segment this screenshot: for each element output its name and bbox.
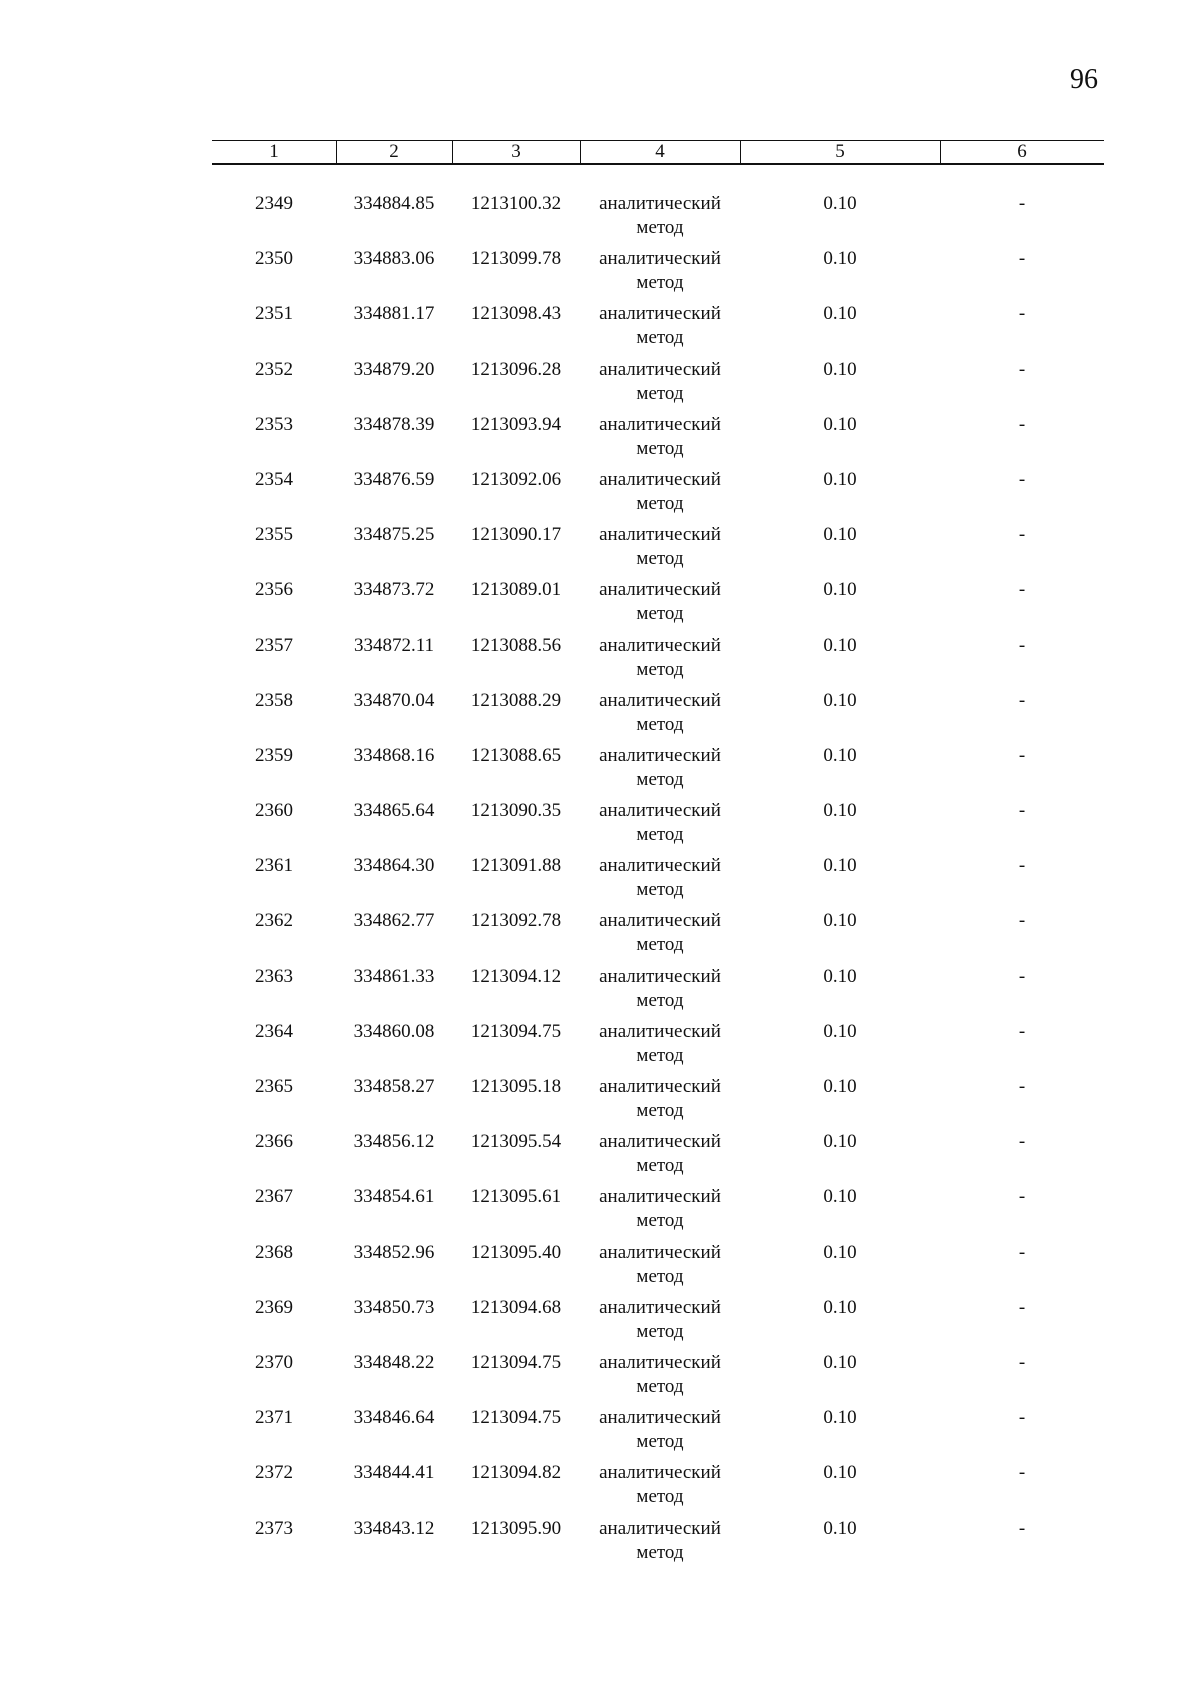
table-row bbox=[212, 413, 1104, 468]
point-number-cell: 2373 bbox=[255, 1517, 293, 1539]
method-line-2: метод bbox=[636, 1155, 684, 1177]
table-row bbox=[212, 578, 1104, 633]
x-coordinate-cell: 334850.73 bbox=[353, 1296, 435, 1318]
point-number-cell: 2372 bbox=[255, 1462, 293, 1484]
method-cell bbox=[580, 1075, 740, 1123]
method-line-2: метод bbox=[636, 603, 684, 625]
note-cell: - bbox=[1018, 413, 1026, 435]
point-number-cell: 2353 bbox=[255, 413, 293, 435]
method-line-2: метод bbox=[636, 879, 684, 901]
accuracy-cell: 0.10 bbox=[823, 910, 857, 932]
method-line-1: аналитический bbox=[599, 744, 721, 766]
accuracy-cell: 0.10 bbox=[823, 1351, 857, 1373]
method-line-1: аналитический bbox=[599, 1351, 721, 1373]
accuracy-cell: 0.10 bbox=[823, 800, 857, 822]
method-line-1: аналитический bbox=[599, 579, 721, 601]
table-row bbox=[212, 1075, 1104, 1130]
table-row bbox=[212, 689, 1104, 744]
table-row bbox=[212, 1241, 1104, 1296]
column-header-1: 1 bbox=[269, 141, 279, 162]
method-line-2: метод bbox=[636, 382, 684, 404]
method-line-2: метод bbox=[636, 1320, 684, 1342]
point-number-cell: 2356 bbox=[255, 579, 293, 601]
y-coordinate-cell: 1213096.28 bbox=[470, 358, 562, 380]
note-cell: - bbox=[1018, 1076, 1026, 1097]
x-coordinate-cell: 334846.64 bbox=[353, 1407, 435, 1429]
method-line-1: аналитический bbox=[599, 248, 721, 270]
y-coordinate-cell: 1213095.40 bbox=[470, 1241, 562, 1263]
y-coordinate-cell: 1213094.75 bbox=[470, 1351, 562, 1373]
note-cell: - bbox=[1018, 1351, 1026, 1373]
method-line-1: аналитический bbox=[599, 1462, 721, 1484]
accuracy-cell: 0.10 bbox=[823, 358, 857, 380]
method-line-2: метод bbox=[636, 1044, 684, 1066]
table-row bbox=[212, 965, 1104, 1020]
accuracy-cell: 0.10 bbox=[823, 689, 857, 711]
column-header-4: 4 bbox=[655, 141, 665, 162]
method-cell bbox=[580, 965, 740, 1013]
method-line-2: метод bbox=[636, 713, 684, 735]
table-row bbox=[212, 1461, 1104, 1516]
table-row bbox=[212, 1517, 1104, 1572]
method-line-1: аналитический bbox=[599, 1407, 721, 1429]
x-coordinate-cell: 334875.25 bbox=[353, 524, 435, 546]
method-line-2: метод bbox=[636, 1100, 684, 1121]
y-coordinate-cell: 1213093.94 bbox=[470, 413, 562, 435]
point-number-cell: 2351 bbox=[255, 303, 293, 325]
accuracy-cell: 0.10 bbox=[823, 1076, 857, 1097]
method-line-2: метод bbox=[636, 989, 684, 1011]
method-line-1: аналитический bbox=[599, 1131, 721, 1153]
method-cell bbox=[580, 799, 740, 847]
accuracy-cell: 0.10 bbox=[823, 1241, 857, 1263]
point-number-cell: 2368 bbox=[255, 1241, 293, 1263]
method-cell bbox=[580, 192, 740, 240]
accuracy-cell: 0.10 bbox=[823, 303, 857, 325]
method-line-1: аналитический bbox=[599, 800, 721, 822]
note-cell: - bbox=[1018, 855, 1026, 877]
table-row bbox=[212, 523, 1104, 578]
point-number-cell: 2366 bbox=[255, 1131, 293, 1153]
y-coordinate-cell: 1213095.90 bbox=[470, 1517, 562, 1539]
table-row bbox=[212, 302, 1104, 357]
note-cell: - bbox=[1018, 248, 1026, 270]
accuracy-cell: 0.10 bbox=[823, 1407, 857, 1429]
y-coordinate-cell: 1213099.78 bbox=[470, 248, 562, 270]
point-number-cell: 2355 bbox=[255, 524, 293, 546]
table-row bbox=[212, 468, 1104, 523]
x-coordinate-cell: 334861.33 bbox=[353, 965, 435, 987]
method-line-1: аналитический bbox=[599, 1241, 721, 1263]
note-cell: - bbox=[1018, 358, 1026, 380]
method-cell bbox=[580, 1296, 740, 1344]
method-cell bbox=[580, 1406, 740, 1454]
y-coordinate-cell: 1213092.78 bbox=[470, 910, 562, 932]
accuracy-cell: 0.10 bbox=[823, 1131, 857, 1153]
method-cell bbox=[580, 468, 740, 516]
note-cell: - bbox=[1018, 744, 1026, 766]
note-cell: - bbox=[1018, 1020, 1026, 1042]
method-line-2: метод bbox=[636, 548, 684, 570]
x-coordinate-cell: 334873.72 bbox=[353, 579, 435, 601]
point-number-cell: 2361 bbox=[255, 855, 293, 877]
accuracy-cell: 0.10 bbox=[823, 579, 857, 601]
accuracy-cell: 0.10 bbox=[823, 634, 857, 656]
point-number-cell: 2357 bbox=[255, 634, 293, 656]
table-row bbox=[212, 1020, 1104, 1075]
x-coordinate-cell: 334862.77 bbox=[353, 910, 435, 932]
method-line-2: метод bbox=[636, 272, 684, 294]
y-coordinate-cell: 1213090.35 bbox=[470, 800, 562, 822]
table-row bbox=[212, 744, 1104, 799]
note-cell: - bbox=[1018, 1296, 1026, 1318]
method-line-2: метод bbox=[636, 1431, 684, 1453]
note-cell: - bbox=[1018, 689, 1026, 711]
accuracy-cell: 0.10 bbox=[823, 468, 857, 490]
table-row bbox=[212, 634, 1104, 689]
table-row bbox=[212, 192, 1104, 247]
method-cell bbox=[580, 634, 740, 682]
method-cell bbox=[580, 302, 740, 350]
x-coordinate-cell: 334876.59 bbox=[353, 468, 435, 490]
point-number-cell: 2369 bbox=[255, 1296, 293, 1318]
method-cell bbox=[580, 413, 740, 461]
method-line-2: метод bbox=[636, 1375, 684, 1397]
accuracy-cell: 0.10 bbox=[823, 1517, 857, 1539]
column-header-3: 3 bbox=[511, 141, 521, 162]
point-number-cell: 2365 bbox=[255, 1076, 293, 1097]
table-row bbox=[212, 1185, 1104, 1240]
x-coordinate-cell: 334883.06 bbox=[353, 248, 435, 270]
table-row bbox=[212, 1130, 1104, 1185]
accuracy-cell: 0.10 bbox=[823, 413, 857, 435]
note-cell: - bbox=[1018, 468, 1026, 490]
method-cell bbox=[580, 1185, 740, 1233]
column-header-2: 2 bbox=[389, 141, 399, 162]
y-coordinate-cell: 1213098.43 bbox=[470, 303, 562, 325]
accuracy-cell: 0.10 bbox=[823, 1186, 857, 1208]
accuracy-cell: 0.10 bbox=[823, 1296, 857, 1318]
method-line-1: аналитический bbox=[599, 468, 721, 490]
note-cell: - bbox=[1018, 1462, 1026, 1484]
y-coordinate-cell: 1213094.75 bbox=[470, 1020, 562, 1042]
table-row bbox=[212, 247, 1104, 302]
y-coordinate-cell: 1213094.82 bbox=[470, 1462, 562, 1484]
method-cell bbox=[580, 1020, 740, 1068]
method-line-1: аналитический bbox=[599, 358, 721, 380]
method-line-1: аналитический bbox=[599, 634, 721, 656]
table-body bbox=[212, 192, 1104, 1572]
point-number-cell: 2360 bbox=[255, 800, 293, 822]
page-number: 96 bbox=[1070, 64, 1098, 95]
accuracy-cell: 0.10 bbox=[823, 855, 857, 877]
table-row bbox=[212, 854, 1104, 909]
method-cell bbox=[580, 1461, 740, 1509]
method-line-1: аналитический bbox=[599, 689, 721, 711]
note-cell: - bbox=[1018, 193, 1026, 214]
y-coordinate-cell: 1213094.68 bbox=[470, 1296, 562, 1318]
y-coordinate-cell: 1213092.06 bbox=[470, 468, 562, 490]
point-number-cell: 2359 bbox=[255, 744, 293, 766]
y-coordinate-cell: 1213094.12 bbox=[470, 965, 562, 987]
method-cell bbox=[580, 1241, 740, 1289]
x-coordinate-cell: 334864.30 bbox=[353, 855, 435, 877]
method-line-2: метод bbox=[636, 824, 684, 846]
x-coordinate-cell: 334848.22 bbox=[353, 1351, 435, 1373]
x-coordinate-cell: 334856.12 bbox=[353, 1131, 435, 1153]
method-cell bbox=[580, 744, 740, 792]
method-line-1: аналитический bbox=[599, 1296, 721, 1318]
point-number-cell: 2362 bbox=[255, 910, 293, 932]
x-coordinate-cell: 334852.96 bbox=[353, 1241, 435, 1263]
note-cell: - bbox=[1018, 1131, 1026, 1153]
table-row bbox=[212, 1351, 1104, 1406]
x-coordinate-cell: 334854.61 bbox=[353, 1186, 435, 1208]
note-cell: - bbox=[1018, 524, 1026, 546]
note-cell: - bbox=[1018, 579, 1026, 601]
x-coordinate-cell: 334879.20 bbox=[353, 358, 435, 380]
note-cell: - bbox=[1018, 800, 1026, 822]
method-line-1: аналитический bbox=[599, 1076, 721, 1097]
point-number-cell: 2371 bbox=[255, 1407, 293, 1429]
y-coordinate-cell: 1213089.01 bbox=[470, 579, 562, 601]
note-cell: - bbox=[1018, 1186, 1026, 1208]
method-cell bbox=[580, 854, 740, 902]
x-coordinate-cell: 334844.41 bbox=[353, 1462, 435, 1484]
point-number-cell: 2364 bbox=[255, 1020, 293, 1042]
column-header-5: 5 bbox=[835, 141, 845, 162]
accuracy-cell: 0.10 bbox=[823, 1020, 857, 1042]
accuracy-cell: 0.10 bbox=[823, 248, 857, 270]
point-number-cell: 2352 bbox=[255, 358, 293, 380]
method-cell bbox=[580, 578, 740, 626]
note-cell: - bbox=[1018, 1241, 1026, 1263]
method-line-1: аналитический bbox=[599, 193, 721, 214]
method-line-2: метод bbox=[636, 327, 684, 349]
accuracy-cell: 0.10 bbox=[823, 1462, 857, 1484]
method-line-2: метод bbox=[636, 1541, 684, 1563]
x-coordinate-cell: 334868.16 bbox=[353, 744, 435, 766]
method-cell bbox=[580, 689, 740, 737]
method-line-2: метод bbox=[636, 1486, 684, 1508]
table-row bbox=[212, 799, 1104, 854]
y-coordinate-cell: 1213091.88 bbox=[470, 855, 562, 877]
note-cell: - bbox=[1018, 1407, 1026, 1429]
x-coordinate-cell: 334881.17 bbox=[353, 303, 435, 325]
point-number-cell: 2367 bbox=[255, 1186, 293, 1208]
table-header bbox=[212, 140, 1104, 164]
method-line-1: аналитический bbox=[599, 1020, 721, 1042]
x-coordinate-cell: 334860.08 bbox=[353, 1020, 435, 1042]
method-line-2: метод bbox=[636, 492, 684, 514]
method-cell bbox=[580, 1130, 740, 1178]
method-cell bbox=[580, 1517, 740, 1565]
accuracy-cell: 0.10 bbox=[823, 193, 857, 214]
y-coordinate-cell: 1213088.56 bbox=[470, 634, 562, 656]
method-line-2: метод bbox=[636, 1265, 684, 1287]
method-line-2: метод bbox=[636, 437, 684, 459]
accuracy-cell: 0.10 bbox=[823, 965, 857, 987]
method-cell bbox=[580, 909, 740, 957]
method-line-1: аналитический bbox=[599, 413, 721, 435]
point-number-cell: 2363 bbox=[255, 965, 293, 987]
x-coordinate-cell: 334865.64 bbox=[353, 800, 435, 822]
x-coordinate-cell: 334872.11 bbox=[353, 634, 435, 656]
y-coordinate-cell: 1213100.32 bbox=[470, 193, 562, 214]
y-coordinate-cell: 1213095.54 bbox=[470, 1131, 562, 1153]
note-cell: - bbox=[1018, 1517, 1026, 1539]
method-line-2: метод bbox=[636, 1210, 684, 1232]
method-line-1: аналитический bbox=[599, 1517, 721, 1539]
table-row bbox=[212, 358, 1104, 413]
point-number-cell: 2370 bbox=[255, 1351, 293, 1373]
method-line-2: метод bbox=[636, 934, 684, 956]
y-coordinate-cell: 1213088.65 bbox=[470, 744, 562, 766]
method-line-2: метод bbox=[636, 768, 684, 790]
point-number-cell: 2350 bbox=[255, 248, 293, 270]
method-line-1: аналитический bbox=[599, 910, 721, 932]
note-cell: - bbox=[1018, 303, 1026, 325]
y-coordinate-cell: 1213094.75 bbox=[470, 1407, 562, 1429]
method-line-2: метод bbox=[636, 217, 684, 238]
method-line-1: аналитический bbox=[599, 1186, 721, 1208]
accuracy-cell: 0.10 bbox=[823, 524, 857, 546]
table-row bbox=[212, 1406, 1104, 1461]
note-cell: - bbox=[1018, 910, 1026, 932]
note-cell: - bbox=[1018, 634, 1026, 656]
y-coordinate-cell: 1213095.61 bbox=[470, 1186, 562, 1208]
method-cell bbox=[580, 523, 740, 571]
table-row bbox=[212, 1296, 1104, 1351]
method-line-1: аналитический bbox=[599, 524, 721, 546]
x-coordinate-cell: 334870.04 bbox=[353, 689, 435, 711]
header-bottom-rule bbox=[212, 163, 1104, 165]
method-cell bbox=[580, 247, 740, 295]
column-header-6: 6 bbox=[1017, 141, 1027, 162]
y-coordinate-cell: 1213090.17 bbox=[470, 524, 562, 546]
table-row bbox=[212, 909, 1104, 964]
method-cell bbox=[580, 1351, 740, 1399]
point-number-cell: 2349 bbox=[255, 193, 293, 214]
note-cell: - bbox=[1018, 965, 1026, 987]
y-coordinate-cell: 1213095.18 bbox=[470, 1076, 562, 1097]
x-coordinate-cell: 334843.12 bbox=[353, 1517, 435, 1539]
y-coordinate-cell: 1213088.29 bbox=[470, 689, 562, 711]
method-line-1: аналитический bbox=[599, 965, 721, 987]
x-coordinate-cell: 334858.27 bbox=[353, 1076, 435, 1097]
accuracy-cell: 0.10 bbox=[823, 744, 857, 766]
x-coordinate-cell: 334878.39 bbox=[353, 413, 435, 435]
x-coordinate-cell: 334884.85 bbox=[353, 193, 435, 214]
method-cell bbox=[580, 358, 740, 406]
point-number-cell: 2354 bbox=[255, 468, 293, 490]
point-number-cell: 2358 bbox=[255, 689, 293, 711]
method-line-2: метод bbox=[636, 658, 684, 680]
method-line-1: аналитический bbox=[599, 855, 721, 877]
method-line-1: аналитический bbox=[599, 303, 721, 325]
